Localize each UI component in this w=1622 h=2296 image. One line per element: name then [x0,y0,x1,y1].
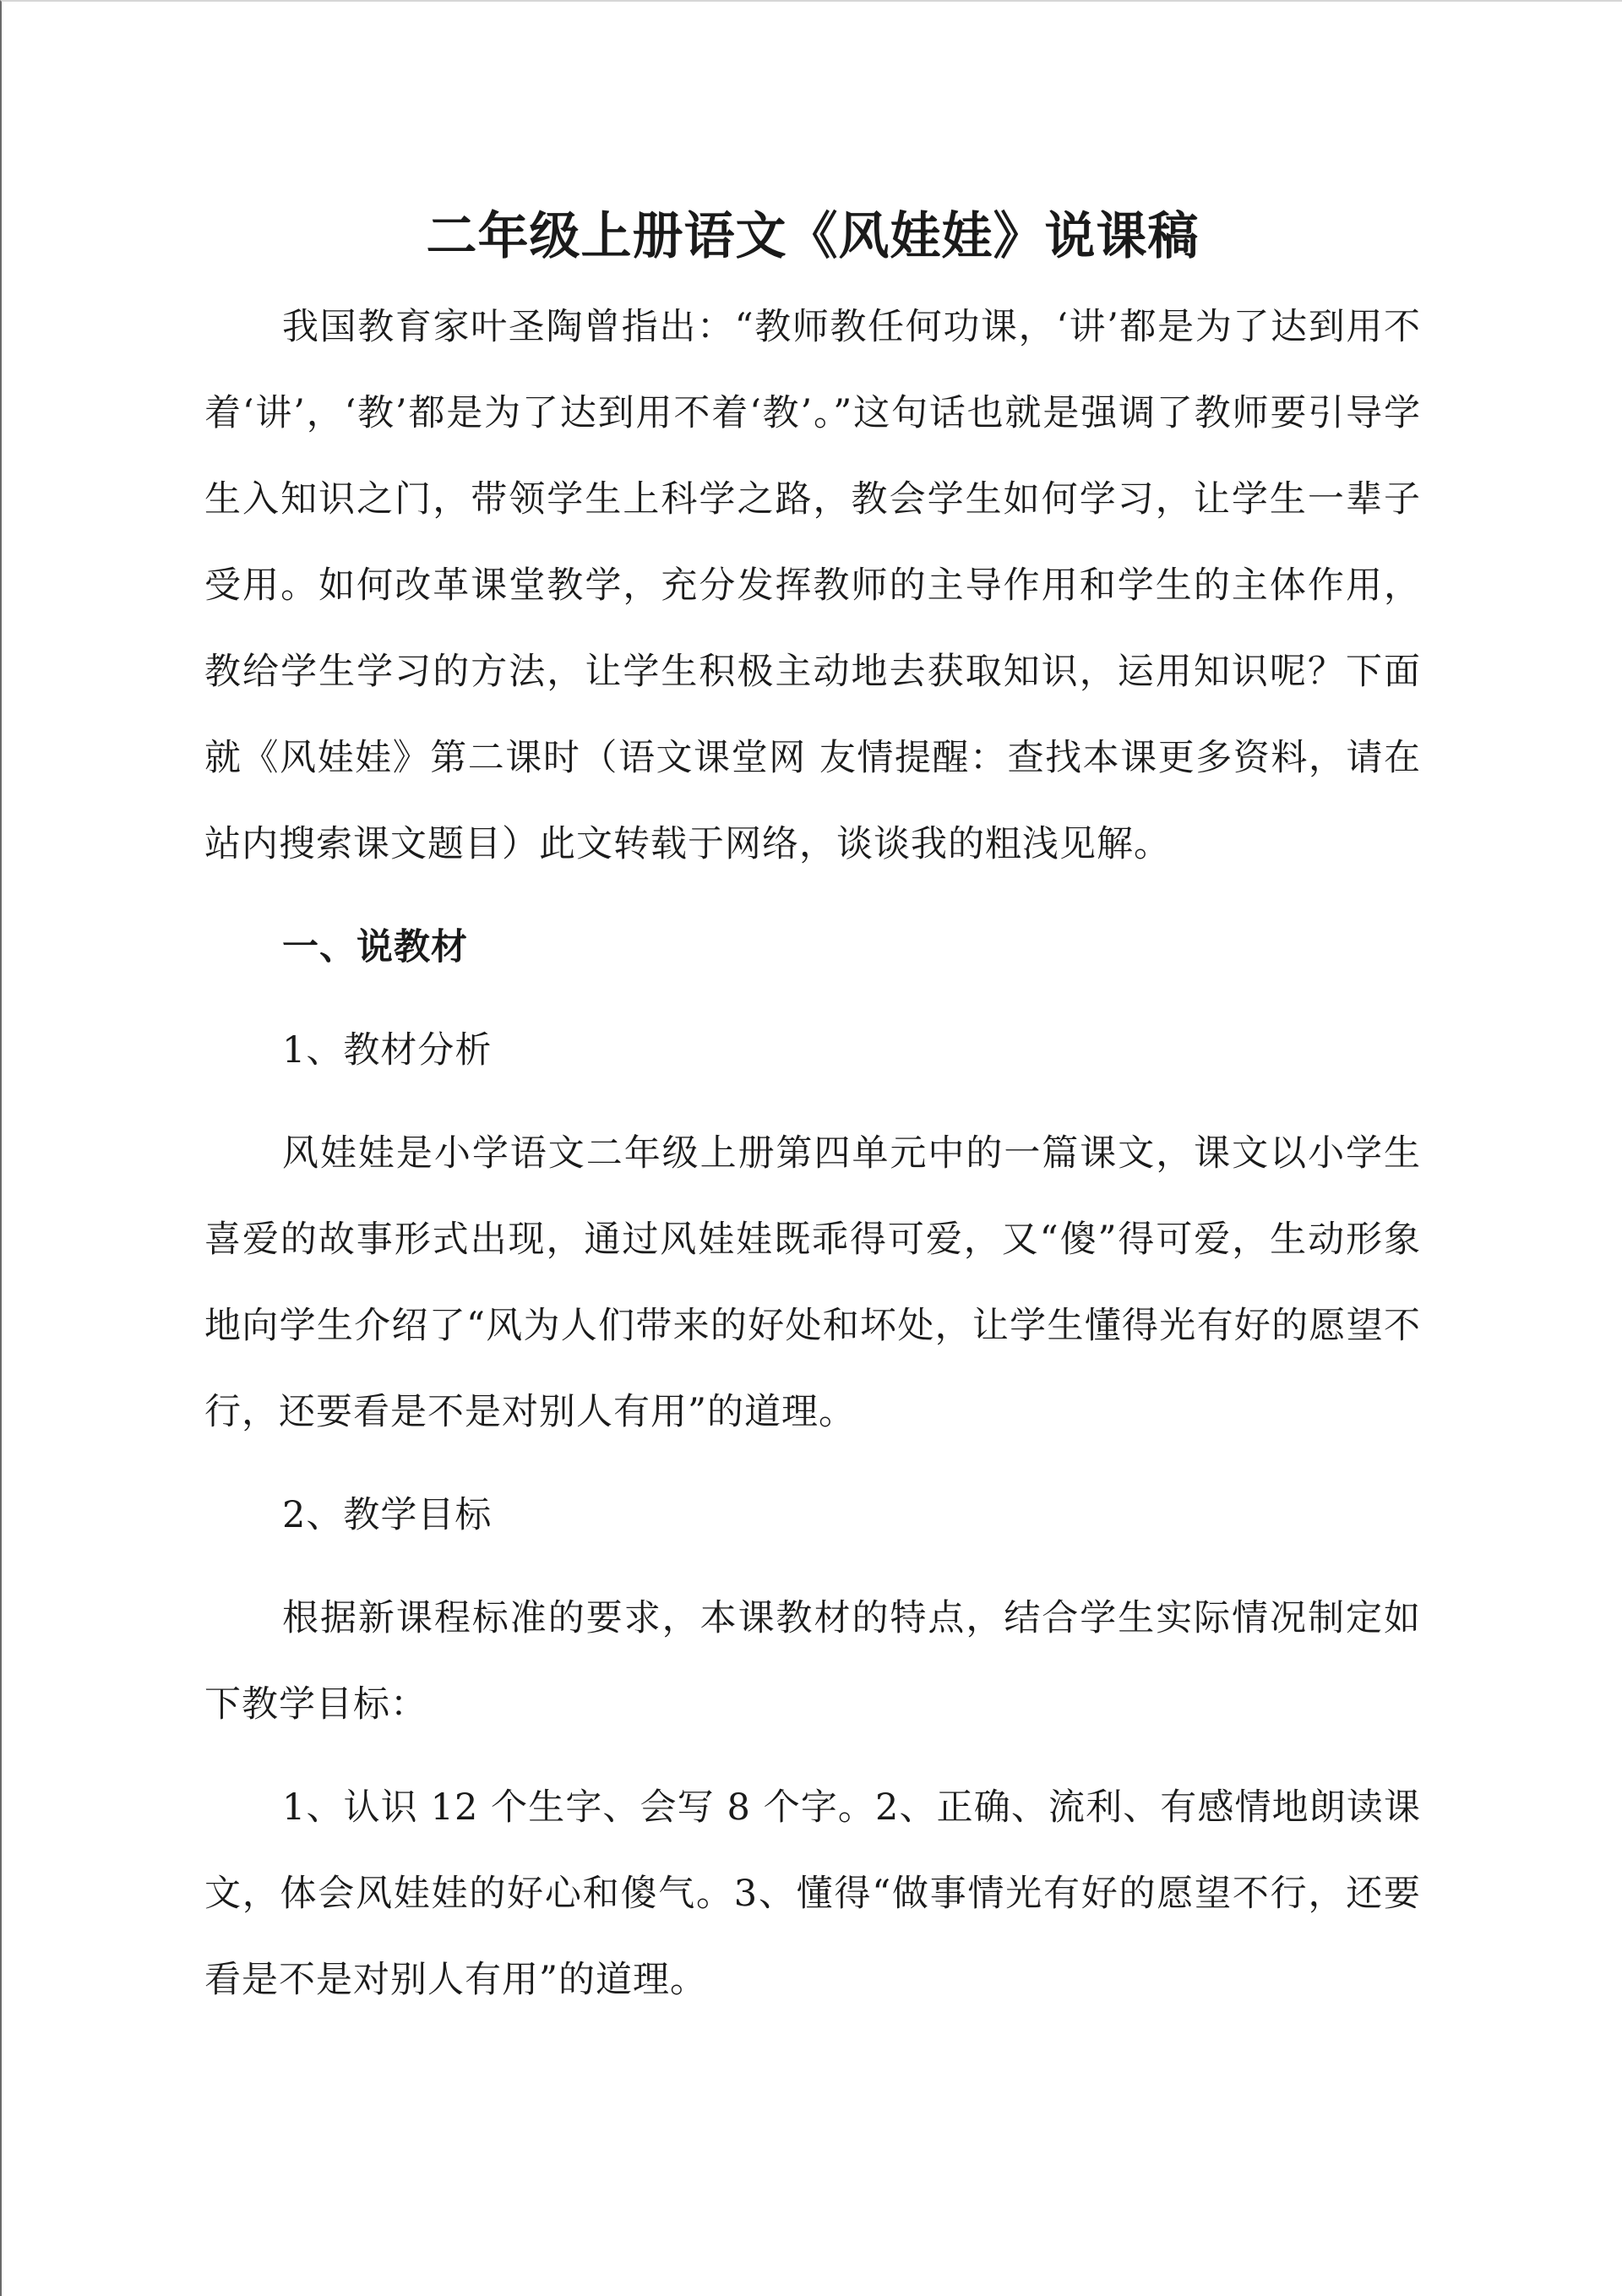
page-title: 二年级上册语文《风娃娃》说课稿 [426,207,1200,266]
document-body [204,194,1421,2023]
material-analysis-paragraph: 风娃娃是小学语文二年级上册第四单元中的一篇课文，课文以小学生喜爱的故事形式出现，通过风娃娃既乖得可爱，又“傻”得可爱，生动形象地向学生介绍了“风为人们带来的好处和坏处，让学生懂得光有好的愿望不行，还要看是不是对别人有用”的道理。 [204,1132,1421,1433]
subheading-material-analysis: 1、教材分析 [282,1029,493,1072]
subheading-teaching-goals: 2、教学目标 [282,1494,493,1536]
section-heading-teaching-material: 一、说教材 [282,926,468,968]
teaching-goals-intro-paragraph: 根据新课程标准的要求，本课教材的特点，结合学生实际情况制定如下教学目标： [204,1597,1421,1726]
intro-paragraph: 我国教育家叶圣陶曾指出：“教师教任何功课，‘讲’都是为了达到用不着‘讲’，‘教’都是为了达到用不着‘教’。”这句话也就是强调了教师要引导学生入知识之门，带领学生上科学之路，教会学生如何学习，让学生一辈子受用。如何改革课堂教学，充分发挥教师的主导作用和学生的主体作用，教给学生学习的方法，让学生积极主动地去获取知识，运用知识呢？下面就《风娃娃》第二课时（语文课堂网 友情提醒：查找本课更多资料，请在站内搜索课文题目）此文转载于网络，谈谈我的粗浅见解。 [204,306,1421,865]
teaching-goals-list-paragraph: 1、认识 12 个生字、会写 8 个字。2、正确、流利、有感情地朗读课文，体会风娃娃的好心和傻气。3、懂得“做事情光有好的愿望不行，还要看是不是对别人有用”的道理。 [204,1786,1421,2001]
